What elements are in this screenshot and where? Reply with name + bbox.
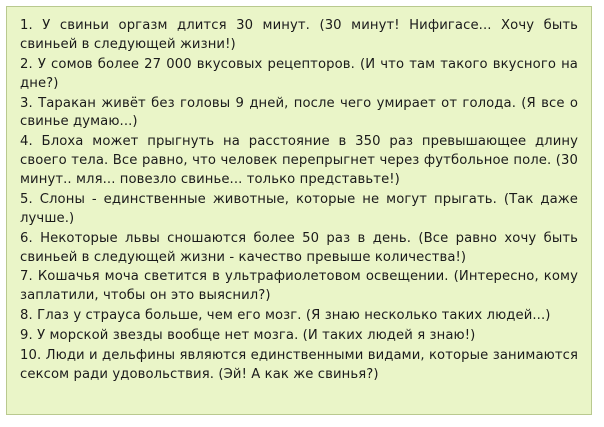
fact-item: 3. Таракан живёт без головы 9 дней, после чего умирает от голода. (Я все о свинье думаю...) xyxy=(20,95,578,130)
facts-card xyxy=(6,6,592,415)
fact-item: 5. Слоны - единственные животные, которые не могут прыгать. (Так даже лучше.) xyxy=(20,191,578,226)
fact-item: 1. У свиньи оргазм длится 30 минут. (30 минут! Нифигасе... Хочу быть свиньей в следующей жизни!) xyxy=(20,18,578,52)
fact-item: 2. У сомов более 27 000 вкусовых рецепторов. (И что там такого вкусного на дне?) xyxy=(20,56,578,91)
fact-item: 9. У морской звезды вообще нет мозга. (И таких людей я знаю!) xyxy=(20,328,476,343)
fact-item: 6. Некоторые львы сношаются более 50 раз в день. (Все равно хочу быть свиньей в следующей жизни - качество превыше количества!) xyxy=(20,230,578,265)
fact-item: 4. Блоха может прыгнуть на расстояние в 350 раз превышающее длину своего тела. Все равно, что человек перепрыгнет через футбольное поле. (30 минут.. мля... повезло свинье... только представьте!) xyxy=(20,134,578,187)
fact-item: 7. Кошачья моча светится в ультрафиолетовом освещении. (Интересно, кому заплатили, чтобы он это выяснил?) xyxy=(20,269,578,304)
fact-item: 8. Глаз у страуса больше, чем его мозг. (Я знаю несколько таких людей...) xyxy=(20,308,551,324)
fact-item: 10. Люди и дельфины являются единственными видами, которые занимаются сексом ради удовольствия. (Эй! А как же свинья?) xyxy=(20,347,578,382)
